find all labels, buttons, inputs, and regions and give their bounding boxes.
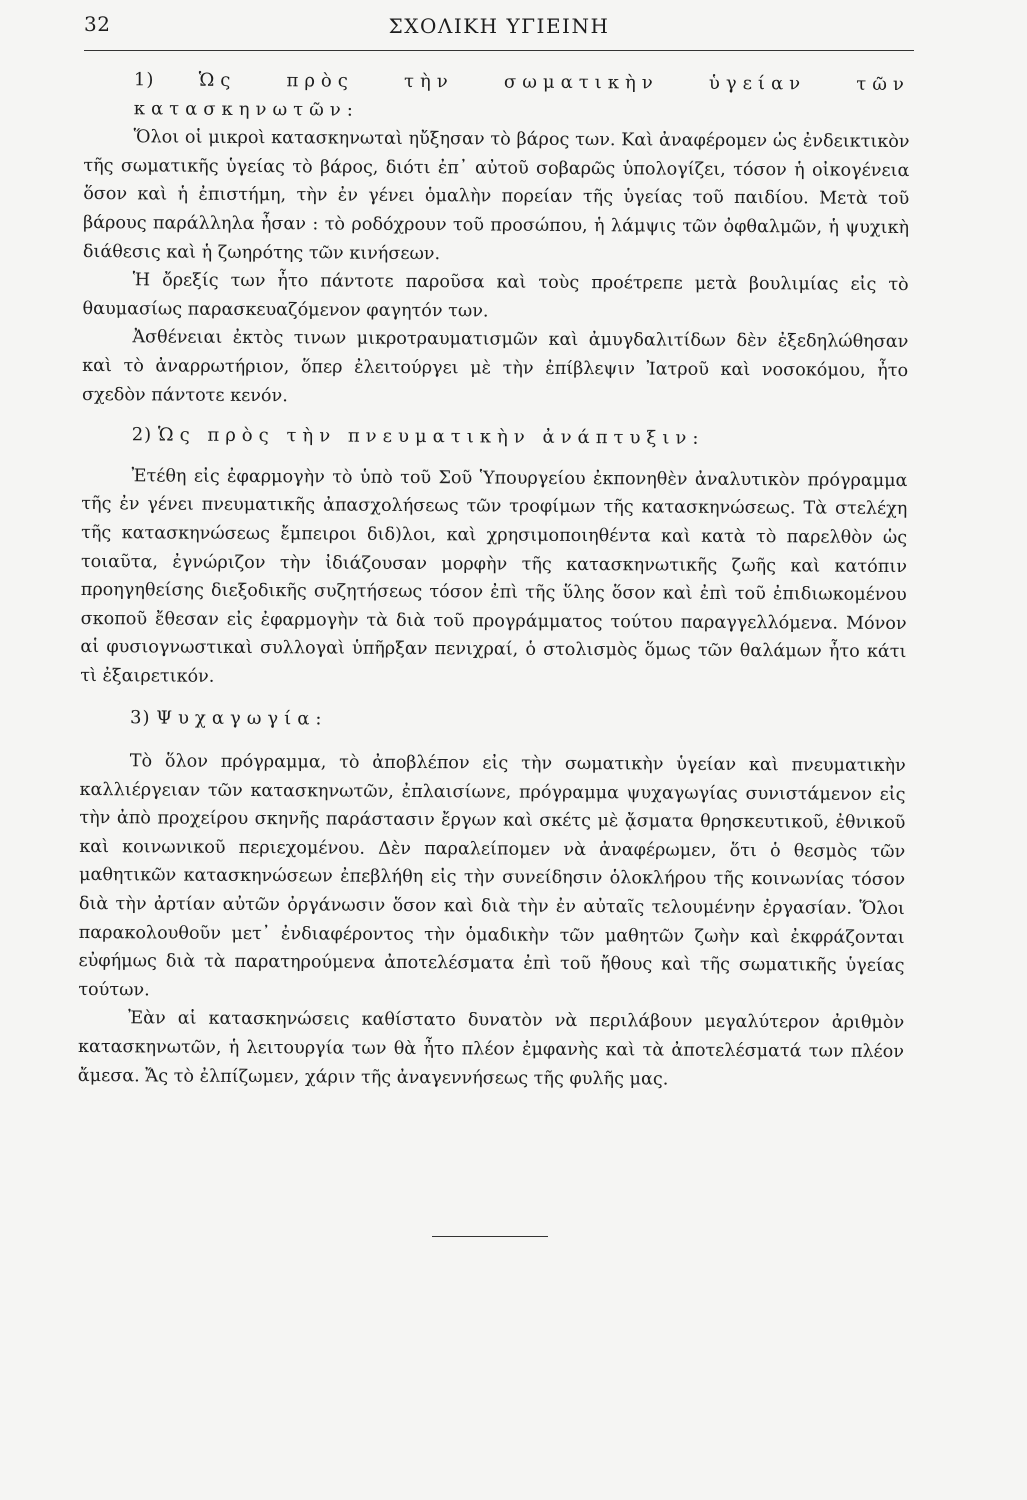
paragraph: Ἐὰν αἱ κατασκηνώσεις καθίστατο δυνατὸν νὰ περιλάβουν μεγαλύτερον ἀριθμὸν κατασκηνωτῶν, ἡ λειτουργία των θὰ ἦτο πλέον ἐμφανὴς καὶ τὰ ἀποτελέσματά των πλέον ἄμεσα. Ἄς τὸ ἐλπίζωμεν, χάριν τῆς ἀναγεννήσεως τῆς φυλῆς μας.	[77, 1008, 905, 1090]
paragraph: Ἐτέθη εἰς ἐφαρμογὴν τὸ ὑπὸ τοῦ Σοῦ Ὑπουργείου ἐκπονηθὲν ἀναλυτικὸν πρόγραμμα τῆς ἐν γένει πνευματικῆς ἀπασχολήσεως τῶν τροφίμων τῆς κατασκηνώσεως. Τὰ στελέχη τῆς κατασκηνώσεως ἔμπειροι διδ)λοι, καὶ χρησιμοποιηθέντα καὶ κατὰ τὸ παρελθὸν ὡς τοιαῦτα, ἐγνώριζον τὴν ἰδιάζουσαν μορφὴν τῆς κατασκηνωτικῆς ζωῆς καὶ κατόπιν προηγηθείσης διεξοδικῆς συζητήσεως τόσον ἐπὶ τῆς ὕλης ὅσον καὶ ἐπὶ τοῦ ἐπιδιωκομένου σκοποῦ ἔθεσαν εἰς ἐφαρμογὴν τὰ διὰ τοῦ προγράμματος τούτου παραγγελλόμενα. Μόνον αἱ φυσιογνωστικαὶ συλλογαὶ ὑπῆρξαν πενιχραί, ὁ στολισμὸς ὅμως τῶν θαλάμων ἦτο κάτι τὶ ἐξαιρετικόν.	[80, 466, 908, 687]
paragraph: Ἀσθένειαι ἐκτὸς τινων μικροτραυματισμῶν καὶ ἀμυγδαλιτίδων δὲν ἐξεδηλώθησαν καὶ τὸ ἀναρρωτήριον, ὅπερ ἐλειτούργει μὲ τὴν ἐπίβλεψιν Ἰατροῦ καὶ νοσοκόμου, ἦτο σχεδὸν πάντοτε κενόν.	[81, 327, 909, 406]
section-number: 2)	[131, 424, 153, 446]
running-title: ΣΧΟΛΙΚΗ ΥΓΙΕΙΝΗ	[388, 14, 610, 38]
end-rule	[432, 1236, 548, 1237]
header-rule	[84, 50, 914, 51]
page-number: 32	[84, 12, 111, 36]
section-title: Ὡς πρὸς τὴν σωματικὴν ὑγείαν τῶν κατασκηνωτῶν:	[133, 69, 910, 121]
paragraph: Ὅλοι οἱ μικροὶ κατασκηνωταὶ ηὔξησαν τὸ βάρος των. Καὶ ἀναφέρομεν ὡς ἐνδεικτικὸν τῆς σωματικῆς ὑγείας τὸ βάρος, διότι ἐπ᾽ αὐτοῦ σοβαρῶς ὑπολογίζει, τόσον ἡ οἰκογένεια ὅσον καὶ ἡ ἐπιστήμη, τὴν ἐν γένει ὁμαλὴν πορείαν τῆς ὑγείας τοῦ παιδίου. Μετὰ τοῦ βάρους παράλληλα ἦσαν : τὸ ροδόχρουν τοῦ προσώπου, ἡ λάμψις τῶν ὀφθαλμῶν, ἡ ψυχικὴ διάθεσις καὶ ἡ ζωηρότης τῶν κινήσεων.	[82, 127, 910, 264]
section-title: Ψυχαγωγία:	[156, 707, 328, 730]
section-3-heading	[80, 704, 906, 738]
section-number: 1)	[133, 69, 155, 91]
section-1-heading	[84, 66, 910, 128]
section-title: Ὡς πρὸς τὴν πνευματικὴν ἀνάπτυξιν:	[157, 424, 705, 449]
body-text	[78, 66, 910, 1095]
section-number: 3)	[129, 707, 151, 729]
page-header	[84, 6, 914, 52]
paragraph: Τὸ ὅλον πρόγραμμα, τὸ ἀποβλέπον εἰς τὴν σωματικὴν ὑγείαν καὶ πνευματικὴν καλλιέργειαν τῶν κατασκηνωτῶν, ἐπλαισίωνε, πρόγραμμα ψυχαγωγίας συνιστάμενον εἰς τὴν ἀπὸ προχείρου σκηνῆς παράστασιν ἔργων καὶ σκέτς μὲ ᾄσματα θρησκευτικοῦ, ἐθνικοῦ καὶ κοινωνικοῦ περιεχομένου. Δὲν παραλείπομεν νὰ ἀναφέρωμεν, ὅτι ὁ θεσμὸς τῶν μαθητικῶν κατασκηνώσεων ἐπεβλήθη εἰς τὴν συνείδησιν ὁλοκλήρου τῆς κοινωνίας τόσον διὰ τὴν ἀρτίαν αὐτῶν ὀργάνωσιν ὅσον καὶ διὰ τὴν ἐν αὐταῖς τελουμένην ἐργασίαν. Ὅλοι παρακολουθοῦν μετ᾽ ἐνδιαφέροντος τὴν ὁμαδικὴν τῶν μαθητῶν ζωὴν καὶ ἐκφράζονται εὐφήμως διὰ τὰ παρατηρούμενα ἀποτελέσματα ἐπὶ τοῦ ἤθους καὶ τῆς σωματικῆς ὑγείας τούτων.	[78, 751, 906, 1001]
section-2-heading	[82, 421, 908, 455]
paragraph: Ἡ ὄρεξίς των ἦτο πάντοτε παροῦσα καὶ τοὺς προέτρεπε μετὰ βουλιμίας εἰς τὸ θαυμασίως παρασκευαζόμενον φαγητόν των.	[82, 270, 909, 322]
